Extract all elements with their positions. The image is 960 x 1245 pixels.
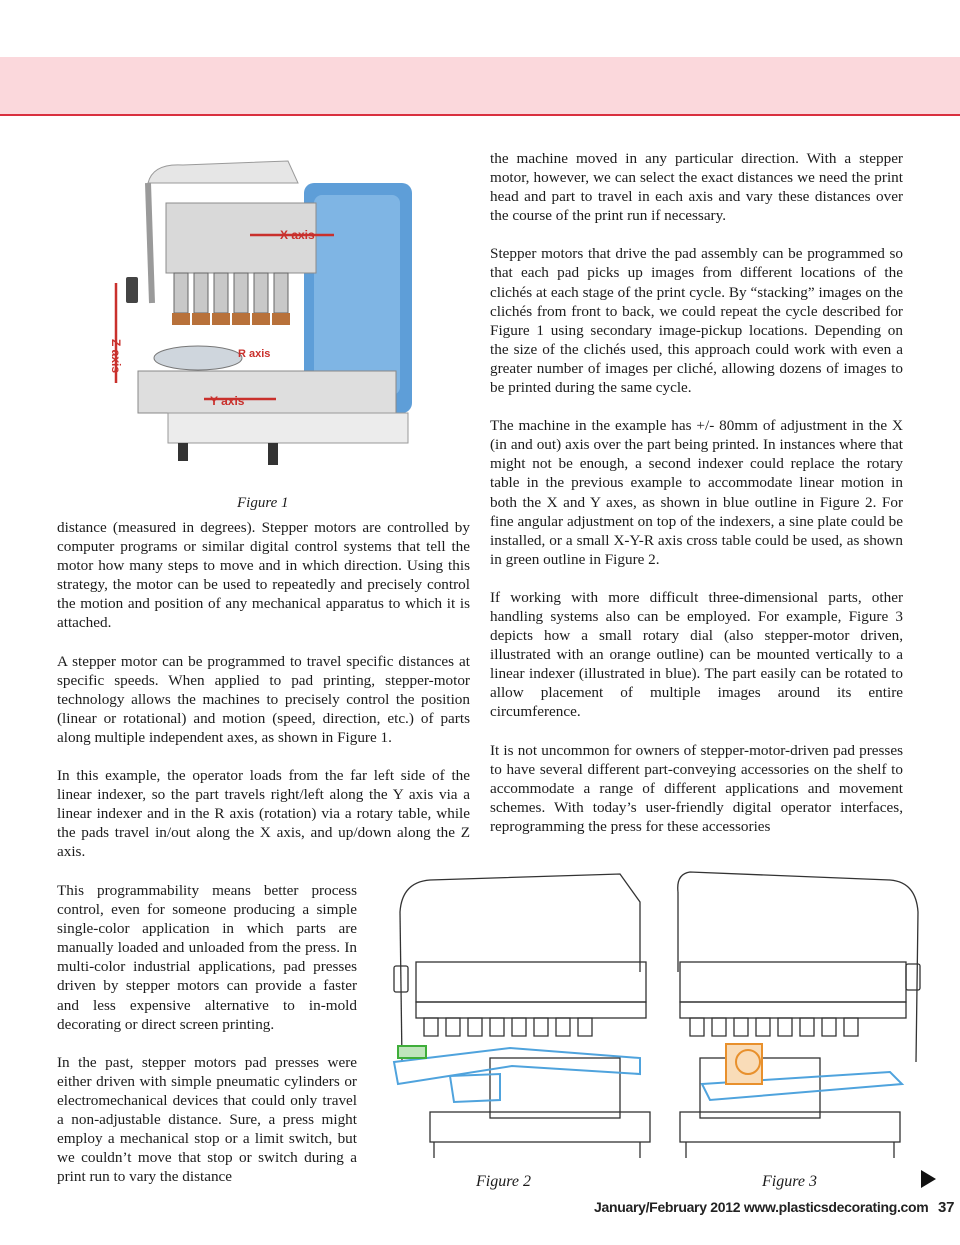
figure-3-machine (678, 872, 920, 1158)
header-banner (0, 57, 960, 116)
footer-issue: January/February 2012 (594, 1199, 741, 1215)
paragraph: the machine moved in any particular direction. With a stepper motor, however, we can select the exact distances we need the print head and part to travel in each axis and vary these distances over the course of the print run if necessary. (490, 150, 903, 225)
figure-2-xy-indexer-outline (394, 1048, 640, 1102)
figure-2-caption: Figure 2 (476, 1173, 531, 1190)
left-column (57, 518, 470, 881)
paragraph: It is not uncommon for owners of stepper-motor-driven pad presses to have several different part-conveying accessories on the shelf to accommodate a range of different applications and movement schemes. With today’s user-friendly digital operator interfaces, reprogramming the press for these accessories (490, 741, 903, 835)
footer-site: www.plasticsdecorating.com (743, 1199, 929, 1215)
machine-base (168, 413, 408, 443)
pad-tips (172, 313, 290, 325)
paragraph: Stepper motors that drive the pad assembly can be programmed so that each pad picks up images from different locations of the clichés at each stage of the print cycle. By “stacking” images on the clichés from front to back, we could repeat the cycle described for Figure 1 using secondary image-pickup locations. Depending on the size of the clichés used, this approach could work with even a greater number of images per cliché, allowing dozens of images to be printed during the same cycle. (490, 245, 903, 397)
figures-2-3-drawing (390, 862, 930, 1167)
pad-row (174, 273, 288, 313)
page-footer (594, 1199, 954, 1216)
paragraph: The machine in the example has +/- 80mm of adjustment in the X (in and out) axis over the part being printed. In instances where that might not be enough, a second indexer could replace the rotary table in the previous example to accommodate linear motion in both the X and Y axes, as shown in blue outline in Figure 2. For fine angular adjustment on top of the indexers, a sine plate could be installed, or a small X-Y-R axis cross table could be used, as shown in green outline in Figure 2. (490, 417, 903, 568)
y-axis-label: Y axis (210, 394, 245, 408)
continue-arrow-icon (921, 1170, 936, 1188)
machine-foot-right (268, 443, 278, 465)
figure-3-caption: Figure 3 (762, 1173, 817, 1190)
r-axis-label: R axis (238, 348, 271, 360)
machine-arm (148, 183, 152, 303)
rotary-table (154, 346, 242, 370)
machine-hood (148, 161, 298, 183)
operator-interface-pendant (126, 277, 138, 303)
paragraph: distance (measured in degrees). Stepper motors are controlled by computer programs or similar digital control systems that tell the motor how many steps to move and in which direction. Using this strategy, the motor can be used to repeatedly and precisely control the motion and position of any mechanical apparatus to which it is attached. (57, 519, 470, 632)
paragraph: In this example, the operator loads from the far left side of the linear indexer, so the part travels right/left along the Y axis via a linear indexer and in the R axis (rotation) via a rotary table, while the pads travel in/out along the X axis, and up/down along the Z axis. (57, 767, 470, 861)
figure-1-image (108, 143, 420, 483)
right-column (490, 149, 903, 855)
paragraph: A stepper motor can be programmed to travel specific distances at specific speeds. When applied to pad printing, stepper-motor technology allows the machines to precisely control the position (linear or rotational) and motion (speed, direction, etc.) of parts along multiple independent axes, as shown in Figure 1. (57, 652, 470, 746)
paragraph: This programmability means better process control, even for someone producing a simple single-color application in which parts are manually loaded and unloaded from the press. In multi-color industrial applications, pad presses driven by stepper motors can provide a faster and less expensive alternative to in-mold decorating or direct screen printing. (57, 882, 357, 1033)
paragraph: If working with more difficult three-dimensional parts, other handling systems also can be employed. For example, Figure 3 depicts how a small rotary dial (also stepper-motor driven, illustrated with an orange outline) can be mounted vertically to a linear indexer (illustrated in blue). The part easily can be rotated to allow placement of multiple images around its entire circumference. (490, 588, 903, 721)
figure-2-cross-table-outline (398, 1046, 426, 1058)
machine-body-highlight (314, 195, 400, 395)
paragraph: In the past, stepper motors pad presses were either driven with simple pneumatic cylinders or electromechanical devices that could only travel a non-adjustable distance. Sure, a press might employ a mechanical stop or a limit switch, but we couldn’t move that stop or switch during a print run to vary the distance (57, 1053, 357, 1186)
figure-2-machine (394, 874, 650, 1158)
x-axis-label: X axis (280, 228, 315, 242)
z-axis-label: Z axis (109, 339, 123, 374)
left-narrow-column (57, 881, 357, 1205)
linear-indexer (138, 371, 396, 413)
figure-1-caption: Figure 1 (237, 495, 289, 511)
machine-foot-left (178, 443, 188, 461)
figure-3-rotary-dial-outline (726, 1044, 762, 1084)
page-number: 37 (938, 1199, 955, 1216)
